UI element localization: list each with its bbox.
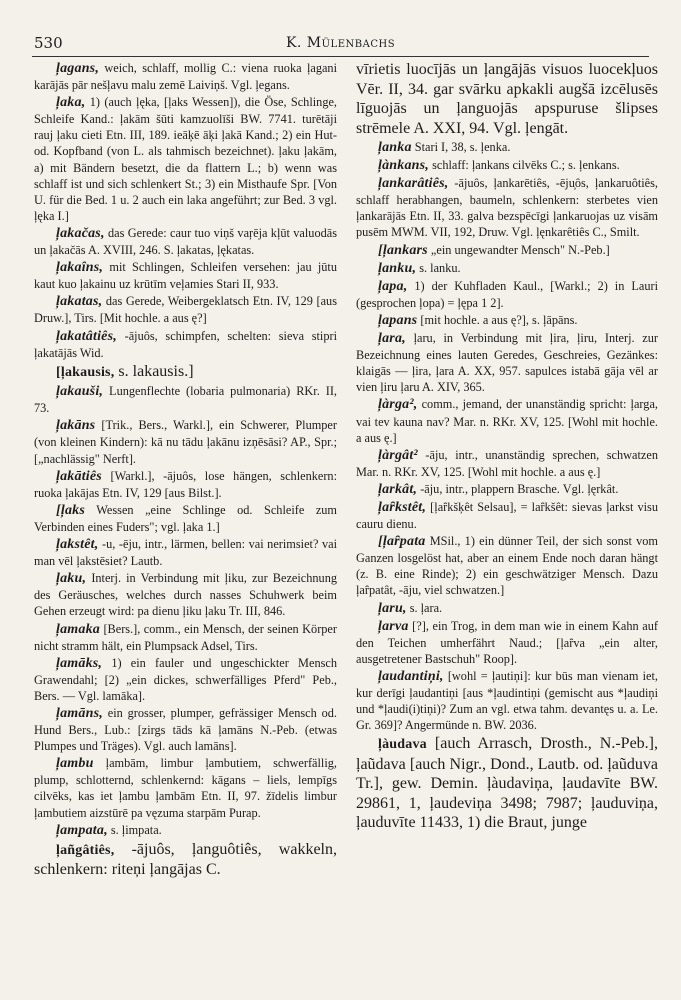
dictionary-entry xyxy=(356,312,658,329)
entry-headword: ļàudava xyxy=(378,737,427,753)
dictionary-entry xyxy=(34,225,337,258)
entry-definition: -āju, intr., unanständig sprechen, schwatzen Mar. n. RKr. XV, 125. [Wohl mit hochle. a aus ę.] xyxy=(356,447,658,479)
dictionary-entry xyxy=(356,139,658,156)
entry-headword: [ļaȓpata xyxy=(378,534,426,550)
entry-definition: Stari I, 38, s. ļenka. xyxy=(411,140,511,154)
dictionary-entry xyxy=(34,362,337,383)
entry-headword: ļakaîns, xyxy=(56,260,104,276)
dictionary-entry xyxy=(34,621,337,654)
entry-headword: ļàrga², xyxy=(378,397,418,413)
right-column xyxy=(356,60,658,990)
dictionary-entry xyxy=(356,533,658,598)
entry-definition: Lungenflechte (lobaria pulmonaria) RKr. II, 73. xyxy=(34,384,337,416)
entry-definition: -ājuôs, ļanguôtiês, wakkeln, schlenkern: riteņi ļangājas C. xyxy=(34,840,337,879)
dictionary-entry xyxy=(34,822,337,839)
entry-headword: ļamāns, xyxy=(56,705,103,721)
dictionary-entry xyxy=(356,734,658,833)
page-header xyxy=(32,28,649,57)
entry-headword: ļanku, xyxy=(378,260,417,276)
entry-definition: „ein ungewandter Mensch" N.-Peb.] xyxy=(427,242,610,257)
entry-headword: ļagans, xyxy=(56,61,100,76)
dictionary-entry xyxy=(34,536,337,569)
entry-headword: ļàrgât² xyxy=(378,447,418,463)
entry-definition: s. ļara. xyxy=(406,600,443,615)
entry-definition: -āju, intr., plappern Brasche. Vgl. ļęrkât. xyxy=(417,481,619,496)
dictionary-entry xyxy=(356,618,658,667)
entry-definition: [mit hochle. a aus ę?], s. ļāpāns. xyxy=(417,312,578,327)
dictionary-entry xyxy=(356,499,658,532)
dictionary-entry xyxy=(356,447,658,480)
entry-definition: s. lakausis.] xyxy=(114,362,194,380)
entry-headword: ļamāks, xyxy=(56,655,103,671)
entry-definition: 1) ein fauler und ungeschickter Mensch Grawendahl; [2) „ein dickes, schwerfälliges Pferd" Peb., Bers. — Vgl. lamāka]. xyxy=(34,655,337,703)
entry-headword: ļakatâtiês, xyxy=(56,328,117,344)
entry-headword: ļampata, xyxy=(56,822,108,838)
dictionary-entry xyxy=(356,481,658,498)
entry-headword: ļapans xyxy=(378,312,418,328)
dictionary-entry xyxy=(34,468,337,501)
dictionary-entry xyxy=(34,755,337,820)
entry-headword: ļaka, xyxy=(56,95,86,111)
entry-definition: s. lanku. xyxy=(416,260,461,275)
dictionary-entry xyxy=(356,600,658,617)
entry-definition: MSil., 1) ein dünner Teil, der sich sonst vom Ganzen losgelöst hat, aber an einem Ende noch daran hängt (z. B. eine Rinde); 2) ein geschwätziger Mensch. Dazu ļaȓpatât, -āju, viel schwatzen.] xyxy=(356,534,658,598)
entry-headword: ļakauši, xyxy=(56,384,104,400)
entry-definition: -u, -ēju, intr., lärmen, bellen: vai nerimsiet? vai man vēl ļakstēsiet? Lautb. xyxy=(34,537,337,569)
entry-headword: ļànkans, xyxy=(378,158,430,174)
entry-headword: ļakačas, xyxy=(56,225,105,241)
dictionary-entry xyxy=(356,175,658,240)
entry-headword: ļankarâtiês, xyxy=(378,176,449,192)
dictionary-entry xyxy=(34,293,337,326)
dictionary-entry xyxy=(356,260,658,277)
entry-definition: [Trik., Bers., Warkl.], ein Schwerer, Plumper (von kleinen Kindern): kā nu tādu ļakānu izņēsāsi? AP., Spr.; [„nachlässig" Nerft]. xyxy=(34,418,337,466)
entry-definition: das Gerede: caur tuo viņš vaŗēja kļūt valuodās un ļakačās A. XVIII, 246. S. ļakatas, ļękatas. xyxy=(34,225,337,258)
entry-definition: ein grosser, plumper, gefrässiger Mensch od. Hund Bers., Lub.: [zirgs tāds kā ļamāns N.-Peb. (etwas Plumpes und Träges). Vgl. auch lamāns]. xyxy=(34,705,337,754)
dictionary-entry xyxy=(356,668,658,733)
entry-headword: ļamaka xyxy=(56,621,100,637)
dictionary-entry xyxy=(34,705,337,754)
entry-definition: [Bers.], comm., ein Mensch, der seinen Körper nicht stramm hält, ein Plumpsack Adsel, Tirs. xyxy=(34,621,337,653)
page-number: 530 xyxy=(34,34,63,52)
entry-definition: weich, schlaff, mollig C.: viena ruoka ļagani karājās pār nešļavu malu zemē Laiviņš. Vgl. ļegans. xyxy=(34,61,337,93)
dictionary-entry xyxy=(356,157,658,174)
entry-definition: vīrietis luocījās un ļangājās visuos luocekļuos Vēr. II, 34. gar svārku apkakli augšā izcēlusēs līguojās un ļanguojās apspuruse šlipses strēmele A. XXI, 94. Vgl. ļengāt. xyxy=(356,61,658,137)
entry-headword: ļarkât, xyxy=(378,481,418,497)
dictionary-entry xyxy=(34,383,337,416)
entry-definition: Interj. in Verbindung mit ļiku, zur Bezeichnung des Geräusches, welches durch nasses Schuhwerk beim Gehen erzeugt wird: pa dienu ļiku ļaku Tr. III, 846. xyxy=(34,571,337,619)
dictionary-entry xyxy=(34,570,337,619)
dictionary-entry xyxy=(356,278,658,311)
entry-headword: ļaȓkstêt, xyxy=(378,499,427,515)
entry-definition: mit Schlingen, Schleifen versehen: jau jūtu kaut kuo ļakainu uz krūtīm veļamies Stari II, 933. xyxy=(34,260,337,292)
entry-headword: ļapa, xyxy=(378,278,408,294)
dictionary-entry xyxy=(34,94,337,224)
dictionary-entry xyxy=(34,502,337,535)
dictionary-entry xyxy=(356,396,658,445)
entry-definition: Wessen „eine Schlinge od. Schleife zum Verbinden eines Fuders"; vgl. ļaka 1.] xyxy=(34,502,337,534)
entry-headword: ļaudantiņi, xyxy=(378,668,444,684)
dictionary-entry xyxy=(356,242,658,259)
entry-definition: -ājuôs, ļankarētiês, -ēju̦ôs, ļankaruôtiês, schlaff herabhangen, baumeln, schlenkern: sterbetes vien ļankarājās Etn. II, 33. galva bezspēcīgi ļankaruojas uz visām pusēm MWM. VII, 192, Druw. Vgl. ļęnkarêtiês C., Smilt. xyxy=(356,176,658,240)
dictionary-entry xyxy=(356,60,658,138)
entry-headword: ļambu xyxy=(56,756,94,772)
entry-definition: s. ļimpata. xyxy=(107,822,162,837)
running-head: K. Mülenbachs xyxy=(285,35,396,51)
dictionary-entry xyxy=(34,655,337,704)
dictionary-entry xyxy=(34,840,337,880)
entry-definition: ļaru, in Verbindung mit ļira, ļiru, Interj. zur Bezeichnung eines lauten Geredes, Geschreies, Gezänkes: klaigās — ļira, ļara A. XX, 957. sapulces istabā gāja vēl ar vien ļiru ļaru A. XIV, 365. xyxy=(356,331,658,395)
entry-headword: ļakstêt, xyxy=(56,537,99,553)
entry-definition: [wohl = ļautiņi]: kur būs man vienam iet, kur derīgi ļaudantiņi [aus *ļaudintiņi (gemischt aus *ļaudiņi und *ļaudi(i)tiņi)? Zum an vgl. etwa tahm. devantęs u. a. Le. Gr. 369]? Angermünde n. BW. 2036. xyxy=(356,668,658,733)
dictionary-entry xyxy=(34,328,337,361)
entry-headword: ļañgâtiês, xyxy=(56,842,115,858)
dictionary-entry xyxy=(34,60,337,93)
entry-headword: [ļankars xyxy=(378,242,428,258)
entry-definition: ļambām, limbur ļambutiem, schwerfällig, plump, schlotternd, schlenkernd: kāgans – liels, lempīgs cilvēks, kas iet ļambu ļambām Etn. II, 97. žīdelis limbur ļambutiem aizstūrē pa vęzuma starpām Purap. xyxy=(34,756,337,820)
left-column xyxy=(34,60,337,990)
entry-headword: ļarva xyxy=(378,618,409,634)
entry-headword: ļakātiês xyxy=(56,468,102,484)
entry-headword: ļara, xyxy=(378,331,406,347)
entry-headword: ļakatas, xyxy=(56,294,103,310)
entry-definition: das Gerede, Weibergeklatsch Etn. IV, 129 [aus Druw.], Tirs. [Mit hochle. a aus ę?] xyxy=(34,294,337,326)
entry-definition: [ļaȓkšķêt Selsau], = laȓkšêt: sievas ļarkst visu cauru dienu. xyxy=(356,499,658,532)
entry-headword: ļaru, xyxy=(378,600,407,616)
entry-definition: [?], ein Trog, in dem man wie in einem Kahn auf den Teichen umherfährt Naud.; [ļaȓva „ein alter, ausgetretener Bastschuh" Roop]. xyxy=(356,618,658,666)
dictionary-entry xyxy=(34,259,337,292)
entry-definition: [Warkl.], -ājuôs, lose hängen, schlenkern: ruoka ļakājas Etn. IV, 129 [aus Bilst.]. xyxy=(34,468,337,500)
entry-headword: ļakāns xyxy=(56,418,96,434)
entry-definition: schlaff: ļankans cilvēks C.; s. ļenkans. xyxy=(429,158,620,173)
entry-definition: 1) der Kuhfladen Kaul., [Warkl.; 2) in Lauri (gesprochen ļopa) = ļępa 1 2]. xyxy=(356,278,658,310)
entry-headword: [ļaks xyxy=(56,502,85,518)
entry-definition: -ājuôs, schimpfen, schelten: sieva stipri ļakatājās Wid. xyxy=(34,328,337,360)
entry-headword: ļanka xyxy=(378,140,412,155)
entry-headword: ļaku, xyxy=(56,571,87,587)
dictionary-entry xyxy=(34,417,337,466)
entry-definition: 1) (auch ļęka, [ļaks Wessen]), die Öse, Schlinge, Schleife Kand.: ļakām šūti kamzuolīši BW. 7741. turētāji rauj ļaku cieti Etn. III, 189. ieāķē āķi ļakā Kand.; 2) ein Hut- od. Kopfband (von L. als tahmisch bezeichnet). ļaku ļakām, a) mit Bändern besetzt, die da flattern L.; b) wenn was schlaff ist und sich schlenkert St.; 3) ein Misthaufe Spr. [Von U. für die Bed. 1 u. 2 auch ein laka angeführt; zur Bed. 3 vgl. ļęka I.] xyxy=(34,95,337,223)
entry-headword: [ļakausis, xyxy=(56,364,115,380)
dictionary-entry xyxy=(356,330,658,395)
entry-definition: [auch Arrasch, Drosth., N.-Peb.], ļaũdava [auch Nigr., Dond., Lautb. od. ļaũduva Tr.], gew. Demin. ļàudaviņa, ļaudavīte BW. 29861, 1, ļaudeviņa 3498; 7987; ļauduviņa, ļauduvīte 11433, 1) die Braut, junge xyxy=(356,735,658,832)
entry-definition: comm., jemand, der unanständig spricht: ļarga, vai tev kauna nav? Mar. n. RKr. XV, 125. [Wohl mit hochle. a aus ę.] xyxy=(356,397,658,445)
